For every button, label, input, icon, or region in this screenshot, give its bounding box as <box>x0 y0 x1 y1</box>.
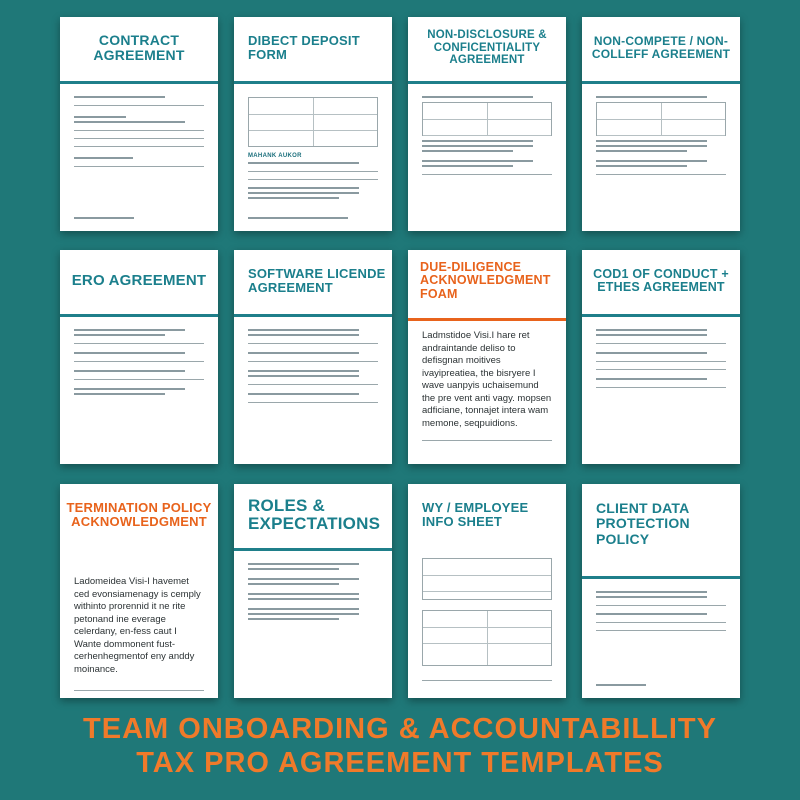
card-software-license-agreement[interactable] <box>234 250 392 464</box>
card-title: COD1 OF CONDUCT + ETHES AGREEMENT <box>593 266 729 294</box>
card-code-of-conduct[interactable] <box>582 250 740 464</box>
card-roles-expectations[interactable] <box>234 484 392 698</box>
card-client-data-protection[interactable] <box>582 484 740 698</box>
card-paragraph: Ladmstidoe Visi.I hare ret andraintande deliso to defisgnan moitives ivayipreatiea, the bisryere I wave uanpyis uchaisemund the pre vent anti vagy. mopsen adficiane, tonnajet intera wam memone, seqpuidions. <box>422 330 552 429</box>
card-non-compete-agreement[interactable] <box>582 17 740 231</box>
card-title: CLIENT DATA PROTECTION POLICY <box>596 500 690 547</box>
card-title: NON-COMPETE / NON-COLLEFF AGREEMENT <box>591 34 731 61</box>
card-title: DUE-DILIGENCE ACKNOWLEDGMENT FOAM <box>420 259 551 301</box>
banner-title <box>0 712 800 780</box>
card-paragraph: Ladomeidea Visi-I havemet ced evonsiamenagy is cemply withinto prorennid it ne rite petonand ine everage celerdany, en-fess caut I Wante dommonent fust-cerhenhegmentof eny anddy moinance. <box>74 576 201 675</box>
card-title: ERO AGREEMENT <box>71 271 207 289</box>
card-title: DIBECT DEPOSIT FORM <box>248 32 360 62</box>
banner-line-2: TAX PRO AGREEMENT TEMPLATES <box>136 747 664 779</box>
card-employee-info-sheet[interactable] <box>408 484 566 698</box>
card-termination-policy[interactable] <box>60 484 218 698</box>
banner-line-1: TEAM ONBOARDING & ACCOUNTABILLITY <box>83 713 717 745</box>
card-contract-agreement[interactable] <box>60 17 218 231</box>
card-due-diligence-acknowledgment[interactable] <box>408 250 566 464</box>
card-title: WY / EMPLOYEE INFO SHEET <box>422 499 529 529</box>
card-title: CONTRACT AGREEMENT <box>93 31 185 63</box>
card-title: SOFTWARE LICENDE AGREEMENT <box>248 265 386 295</box>
card-nda-agreement[interactable] <box>408 17 566 231</box>
card-title: ROLES & EXPECTATIONS <box>248 495 381 533</box>
card-title: TERMINATION POLICY ACKNOWLEDGMENT <box>66 499 212 529</box>
card-ero-agreement[interactable] <box>60 250 218 464</box>
card-direct-deposit-form[interactable] <box>234 17 392 231</box>
section-label: MAHANK AUKOR <box>248 153 302 159</box>
card-title: NON-DISCLOSURE & CONFICENTIALITY AGREEMENT <box>427 29 547 67</box>
